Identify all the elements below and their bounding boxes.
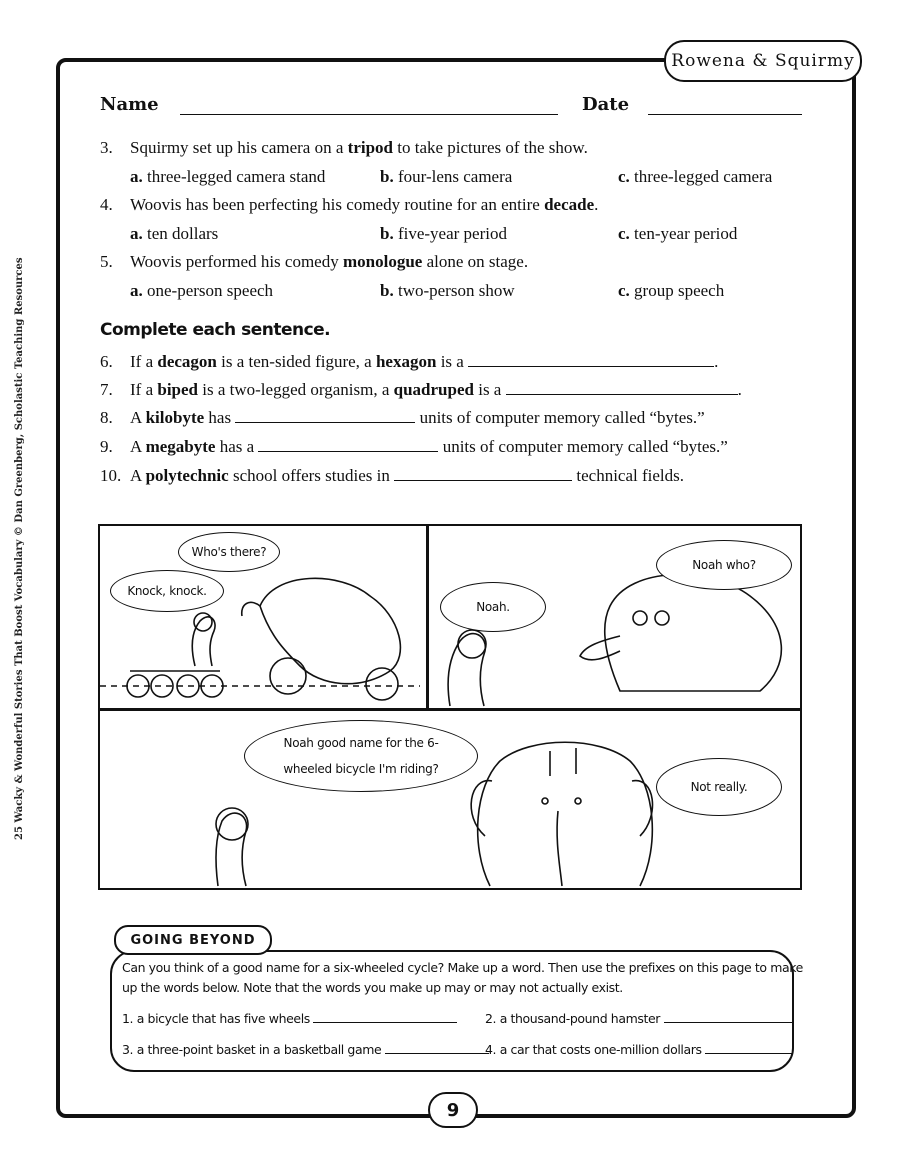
date-label: Date <box>582 94 630 115</box>
vocab-word: tripod <box>347 138 393 157</box>
speech-bubble: Not really. <box>656 758 782 816</box>
story-title-badge: Rowena & Squirmy <box>664 40 862 82</box>
answer-blank[interactable] <box>705 1041 793 1054</box>
question-text-end: alone on stage. <box>422 252 529 271</box>
answer-blank[interactable] <box>385 1041 489 1054</box>
bubble-line: Noah good name for the 6- <box>283 736 439 750</box>
option-a[interactable]: a. ten dollars <box>130 224 219 243</box>
option-c[interactable]: c. ten-year period <box>618 224 738 243</box>
options-4 <box>130 224 810 246</box>
sentence-6: 6. If a decagon is a ten-sided figure, a hexagon is a . <box>100 352 719 371</box>
question-3 <box>100 138 588 158</box>
speech-bubble <box>244 720 478 792</box>
option-a[interactable]: a. three-legged camera stand <box>130 167 326 186</box>
name-label: Name <box>100 94 159 115</box>
bubble-line: wheeled bicycle I'm riding? <box>283 762 439 776</box>
question-number: 5. <box>100 252 113 271</box>
answer-blank[interactable] <box>664 1010 792 1023</box>
answer-blank[interactable] <box>258 437 438 452</box>
going-beyond-instructions: up the words below. Note that the words you make up may or may not actually exist. <box>122 980 623 995</box>
option-b[interactable]: b. four-lens camera <box>380 167 513 186</box>
speech-bubble: Who's there? <box>178 532 280 572</box>
sentence-10: 10. A polytechnic school offers studies in technical fields. <box>100 466 684 485</box>
copyright-credit: 25 Wacky & Wonderful Stories That Boost Vocabulary © Dan Greenberg, Scholastic Teaching Resources <box>14 257 25 840</box>
question-text: Woovis has been perfecting his comedy routine for an entire <box>130 195 545 214</box>
answer-blank[interactable] <box>394 466 572 481</box>
answer-blank[interactable] <box>468 352 714 367</box>
going-beyond-title: GOING BEYOND <box>114 925 272 955</box>
sentence-9: 9. A megabyte has a units of computer memory called “bytes.” <box>100 437 728 456</box>
question-number: 4. <box>100 195 113 214</box>
vocab-word: monologue <box>342 252 423 271</box>
going-beyond-item-2: 2. a thousand-pound hamster <box>485 1010 792 1026</box>
going-beyond-instructions: Can you think of a good name for a six-wheeled cycle? Make up a word. Then use the prefixes on this page to make <box>122 960 803 975</box>
question-number: 3. <box>100 138 113 157</box>
vocab-word: decade <box>544 195 595 214</box>
question-4 <box>100 195 598 215</box>
elephant-icon <box>605 575 782 691</box>
option-b[interactable]: b. five-year period <box>380 224 507 243</box>
going-beyond-item-4: 4. a car that costs one-million dollars <box>485 1041 793 1057</box>
answer-blank[interactable] <box>506 380 738 395</box>
bike-wheel-icon <box>270 658 306 694</box>
date-field[interactable] <box>648 114 802 115</box>
options-5 <box>130 281 810 303</box>
comic-strip <box>98 524 802 890</box>
options-3 <box>130 167 810 189</box>
question-text: Squirmy set up his camera on a <box>130 138 348 157</box>
option-b[interactable]: b. two-person show <box>380 281 515 300</box>
option-a[interactable]: a. one-person speech <box>130 281 274 300</box>
going-beyond-item-3: 3. a three-point basket in a basketball game <box>122 1041 489 1057</box>
worm-icon <box>448 634 485 706</box>
name-field[interactable] <box>180 114 558 115</box>
page-number: 9 <box>428 1092 478 1128</box>
question-5 <box>100 252 528 272</box>
elephant-icon <box>478 742 653 886</box>
speech-bubble: Noah. <box>440 582 546 632</box>
sentence-8: 8. A kilobyte has units of computer memory called “bytes.” <box>100 408 705 427</box>
answer-blank[interactable] <box>235 408 415 423</box>
sentence-7: 7. If a biped is a two-legged organism, a quadruped is a . <box>100 380 742 399</box>
question-text: Woovis performed his comedy <box>130 252 343 271</box>
section-heading: Complete each sentence. <box>100 320 331 340</box>
option-c[interactable]: c. three-legged camera <box>618 167 773 186</box>
question-text-end: . <box>594 195 599 214</box>
worm-icon <box>216 813 247 886</box>
speech-bubble: Noah who? <box>656 540 792 590</box>
answer-blank[interactable] <box>313 1010 457 1023</box>
option-c[interactable]: c. group speech <box>618 281 725 300</box>
going-beyond-item-1: 1. a bicycle that has five wheels <box>122 1010 457 1026</box>
speech-bubble: Knock, knock. <box>110 570 224 612</box>
question-text-end: to take pictures of the show. <box>393 138 588 157</box>
